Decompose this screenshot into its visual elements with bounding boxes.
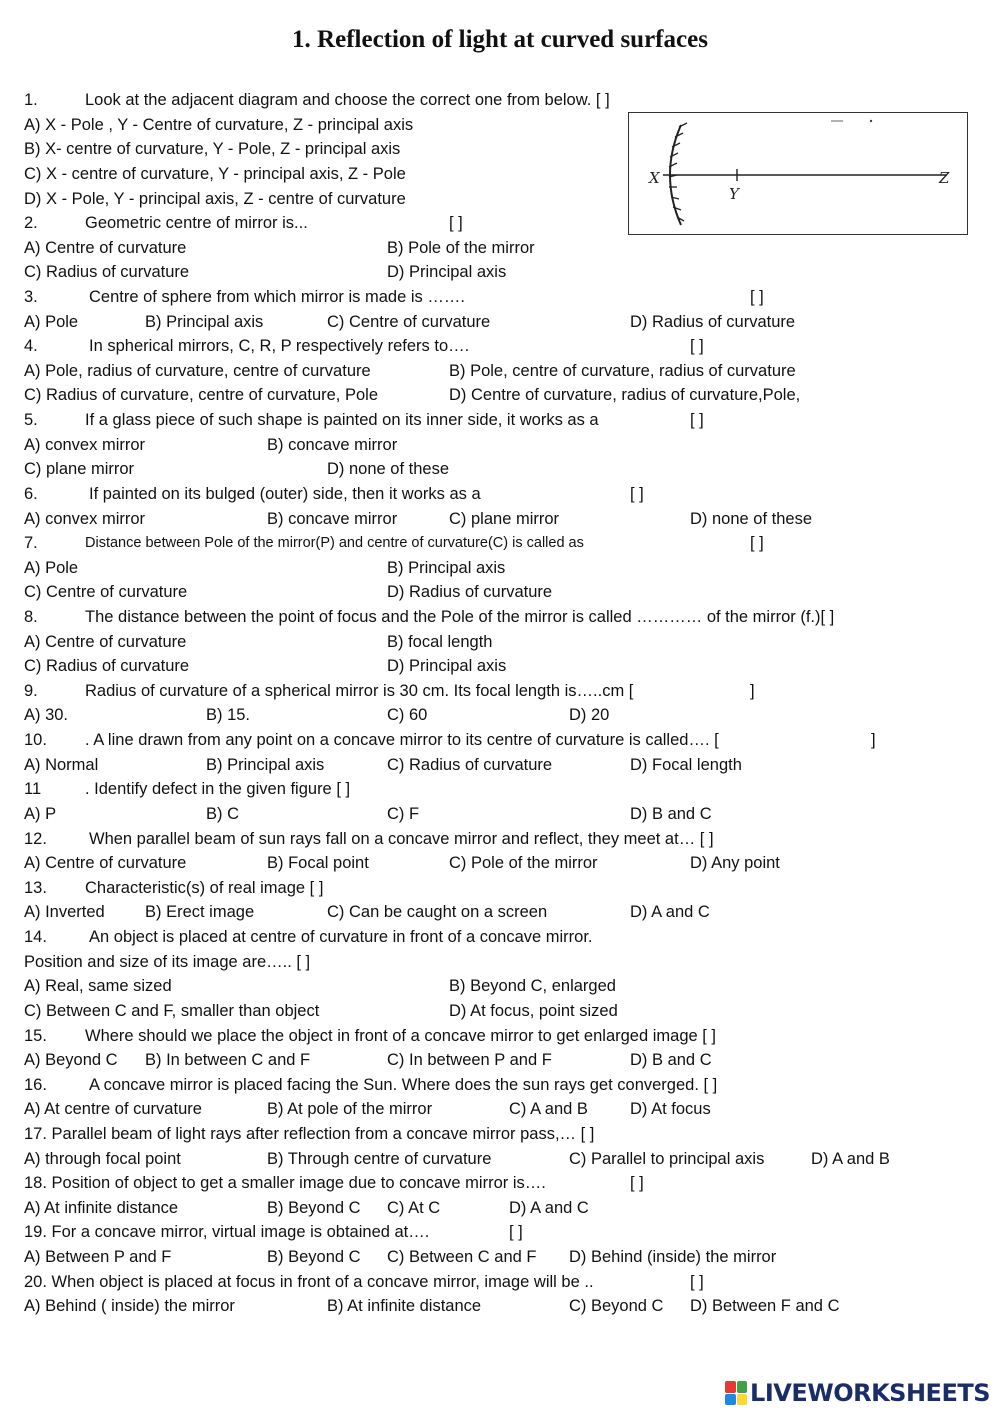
line-segment: B) Principal axis	[206, 756, 325, 774]
line-segment: If a glass piece of such shape is painted on its inner side, it works as a	[85, 411, 599, 429]
label-z: Z	[939, 169, 950, 187]
line-segment: D) none of these	[690, 510, 812, 528]
line-segment: C) 60	[387, 706, 428, 724]
line-segment: D) Between F and C	[690, 1297, 840, 1315]
line-segment: D) none of these	[327, 460, 449, 478]
line-segment: C) A and B	[509, 1100, 588, 1118]
line-segment: C) Pole of the mirror	[449, 854, 598, 872]
line-segment: D) B and C	[630, 805, 712, 823]
page-title: 1. Reflection of light at curved surfaces	[292, 26, 708, 53]
line-segment: D) At focus, point sized	[449, 1002, 618, 1020]
logo-text: LIVEWORKSHEETS	[750, 1379, 990, 1407]
line-text: C) Centre of curvature	[24, 583, 188, 601]
line-segment: D) A and C	[509, 1199, 589, 1217]
line-segment: C) In between P and F	[387, 1051, 552, 1069]
line-text: 16.	[24, 1076, 47, 1094]
line-segment: Characteristic(s) of real image [ ]	[85, 879, 324, 897]
line-segment: [ ]	[690, 411, 704, 429]
line-segment: B) concave mirror	[267, 436, 398, 454]
line-text: A) Inverted	[24, 903, 105, 921]
line-segment: B) concave mirror	[267, 510, 398, 528]
line-text: D) X - Pole, Y - principal axis, Z - centre of curvature	[24, 190, 406, 208]
line-segment: C) plane mirror	[449, 510, 560, 528]
line-segment: D) Centre of curvature, radius of curvature,Pole,	[449, 386, 801, 404]
line-text: A) X - Pole , Y - Centre of curvature, Z - principal axis	[24, 116, 414, 134]
line-segment: C) F	[387, 805, 420, 823]
line-segment: C) Between C and F	[387, 1248, 537, 1266]
line-segment: If painted on its bulged (outer) side, then it works as a	[89, 485, 481, 503]
line-text: A) convex mirror	[24, 510, 146, 528]
line-text: 7.	[24, 534, 38, 552]
line-segment: C) Parallel to principal axis	[569, 1150, 765, 1168]
line-text: Position and size of its image are….. [ ]	[24, 953, 311, 971]
line-text: 13.	[24, 879, 47, 897]
line-segment: Where should we place the object in front of a concave mirror to get enlarged image [ ]	[85, 1027, 717, 1045]
line-text: C) Radius of curvature	[24, 263, 190, 281]
line-segment: [ ]	[630, 485, 644, 503]
line-segment: An object is placed at centre of curvature in front of a concave mirror.	[89, 928, 593, 946]
line-segment: B) At infinite distance	[327, 1297, 482, 1315]
line-segment: B) Erect image	[145, 903, 255, 921]
line-segment: [ ]	[509, 1223, 523, 1241]
line-segment: B) Focal point	[267, 854, 369, 872]
line-text: A) Beyond C	[24, 1051, 118, 1069]
line-segment: B) In between C and F	[145, 1051, 311, 1069]
line-segment: [ ]	[750, 288, 764, 306]
line-text: 10.	[24, 731, 47, 749]
mirror-diagram-svg	[629, 113, 966, 233]
line-text: A) P	[24, 805, 57, 823]
label-x: X	[649, 169, 660, 187]
line-segment: A concave mirror is placed facing the Sun. Where does the sun rays get converged. [ ]	[89, 1076, 718, 1094]
label-y: Y	[729, 185, 739, 203]
line-segment: B) focal length	[387, 633, 493, 651]
line-segment: B) Principal axis	[387, 559, 506, 577]
line-text: A) Pole	[24, 313, 79, 331]
line-segment: . Identify defect in the given figure [ ]	[85, 780, 351, 798]
line-text: C) Radius of curvature	[24, 657, 190, 675]
line-segment: B) Through centre of curvature	[267, 1150, 492, 1168]
line-segment: . A line drawn from any point on a concave mirror to its centre of curvature is called…. [	[85, 731, 719, 749]
line-text: 11	[24, 780, 42, 798]
line-text: 4.	[24, 337, 38, 355]
line-text: 3.	[24, 288, 38, 306]
line-segment: D) Radius of curvature	[630, 313, 796, 331]
line-segment: D) Radius of curvature	[387, 583, 553, 601]
line-segment: C) At C	[387, 1199, 441, 1217]
line-text: A) Centre of curvature	[24, 633, 187, 651]
line-segment: In spherical mirrors, C, R, P respectively refers to….	[89, 337, 470, 355]
line-text: A) convex mirror	[24, 436, 146, 454]
line-segment: C) Centre of curvature	[327, 313, 491, 331]
line-text: C) X - centre of curvature, Y - principal axis, Z - Pole	[24, 165, 406, 183]
line-segment: ]	[871, 731, 876, 749]
line-text: 9.	[24, 682, 38, 700]
line-segment: B) Pole of the mirror	[387, 239, 535, 257]
line-text: A) Pole, radius of curvature, centre of curvature	[24, 362, 371, 380]
line-segment: Radius of curvature of a spherical mirror is 30 cm. Its focal length is…..cm [	[85, 682, 634, 700]
line-text: C) Radius of curvature, centre of curvature, Pole	[24, 386, 378, 404]
line-segment: Distance between Pole of the mirror(P) and centre of curvature(C) is called as	[85, 535, 584, 551]
line-text: 5.	[24, 411, 38, 429]
line-segment: [ ]	[750, 534, 764, 552]
line-segment: Geometric centre of mirror is...	[85, 214, 308, 232]
mirror-diagram	[628, 112, 968, 235]
line-text: 8.	[24, 608, 38, 626]
line-text: 1.	[24, 91, 38, 109]
line-text: A) through focal point	[24, 1150, 181, 1168]
line-segment: B) Beyond C	[267, 1199, 361, 1217]
line-text: A) Centre of curvature	[24, 239, 187, 257]
line-segment: D) B and C	[630, 1051, 712, 1069]
line-text: 14.	[24, 928, 47, 946]
line-text: A) At infinite distance	[24, 1199, 179, 1217]
line-segment: D) A and B	[811, 1150, 890, 1168]
line-segment: B) Beyond C, enlarged	[449, 977, 616, 995]
line-segment: When parallel beam of sun rays fall on a concave mirror and reflect, they meet at… [ ]	[89, 830, 714, 848]
line-text: A) Centre of curvature	[24, 854, 187, 872]
line-segment: [ ]	[449, 214, 463, 232]
line-text: B) X- centre of curvature, Y - Pole, Z - principal axis	[24, 140, 401, 158]
line-segment: D) Any point	[690, 854, 780, 872]
line-segment: B) Pole, centre of curvature, radius of curvature	[449, 362, 796, 380]
line-text: A) Pole	[24, 559, 79, 577]
line-segment: [ ]	[630, 1174, 644, 1192]
line-segment: ]	[750, 682, 755, 700]
liveworksheets-logo	[725, 1377, 990, 1409]
line-text: A) Between P and F	[24, 1248, 172, 1266]
line-text: A) Behind ( inside) the mirror	[24, 1297, 235, 1315]
line-text: 17. Parallel beam of light rays after reflection from a concave mirror pass,… [ ]	[24, 1125, 595, 1143]
line-text: 6.	[24, 485, 38, 503]
line-text: 20. When object is placed at focus in front of a concave mirror, image will be ..	[24, 1273, 594, 1291]
line-segment: [ ]	[690, 337, 704, 355]
line-segment: D) At focus	[630, 1100, 711, 1118]
line-segment: [ ]	[690, 1273, 704, 1291]
line-text: A) At centre of curvature	[24, 1100, 202, 1118]
line-text: 19. For a concave mirror, virtual image is obtained at….	[24, 1223, 430, 1241]
line-segment: Look at the adjacent diagram and choose the correct one from below. [ ]	[85, 91, 610, 109]
line-segment: B) C	[206, 805, 239, 823]
line-segment: D) Principal axis	[387, 263, 507, 281]
line-segment: B) Beyond C	[267, 1248, 361, 1266]
line-segment: Centre of sphere from which mirror is made is …….	[89, 288, 465, 306]
line-text: A) 30.	[24, 706, 69, 724]
line-text: 15.	[24, 1027, 47, 1045]
line-segment: The distance between the point of focus and the Pole of the mirror is called ………… of the mirror (f.)[ ]	[85, 608, 835, 626]
line-segment: D) 20	[569, 706, 610, 724]
logo-mark-icon	[725, 1381, 747, 1405]
line-text: 2.	[24, 214, 38, 232]
line-text: C) Between C and F, smaller than object	[24, 1002, 320, 1020]
line-segment: B) At pole of the mirror	[267, 1100, 433, 1118]
line-text: C) plane mirror	[24, 460, 135, 478]
line-segment: C) Beyond C	[569, 1297, 664, 1315]
line-segment: D) Focal length	[630, 756, 742, 774]
line-segment: C) Can be caught on a screen	[327, 903, 548, 921]
line-segment: C) Radius of curvature	[387, 756, 553, 774]
line-text: 18. Position of object to get a smaller image due to concave mirror is….	[24, 1174, 546, 1192]
line-segment: D) Principal axis	[387, 657, 507, 675]
line-segment: B) Principal axis	[145, 313, 264, 331]
line-segment: B) 15.	[206, 706, 251, 724]
line-text: A) Real, same sized	[24, 977, 172, 995]
line-text: 12.	[24, 830, 47, 848]
line-segment: D) Behind (inside) the mirror	[569, 1248, 777, 1266]
line-text: A) Normal	[24, 756, 99, 774]
line-segment: D) A and C	[630, 903, 710, 921]
